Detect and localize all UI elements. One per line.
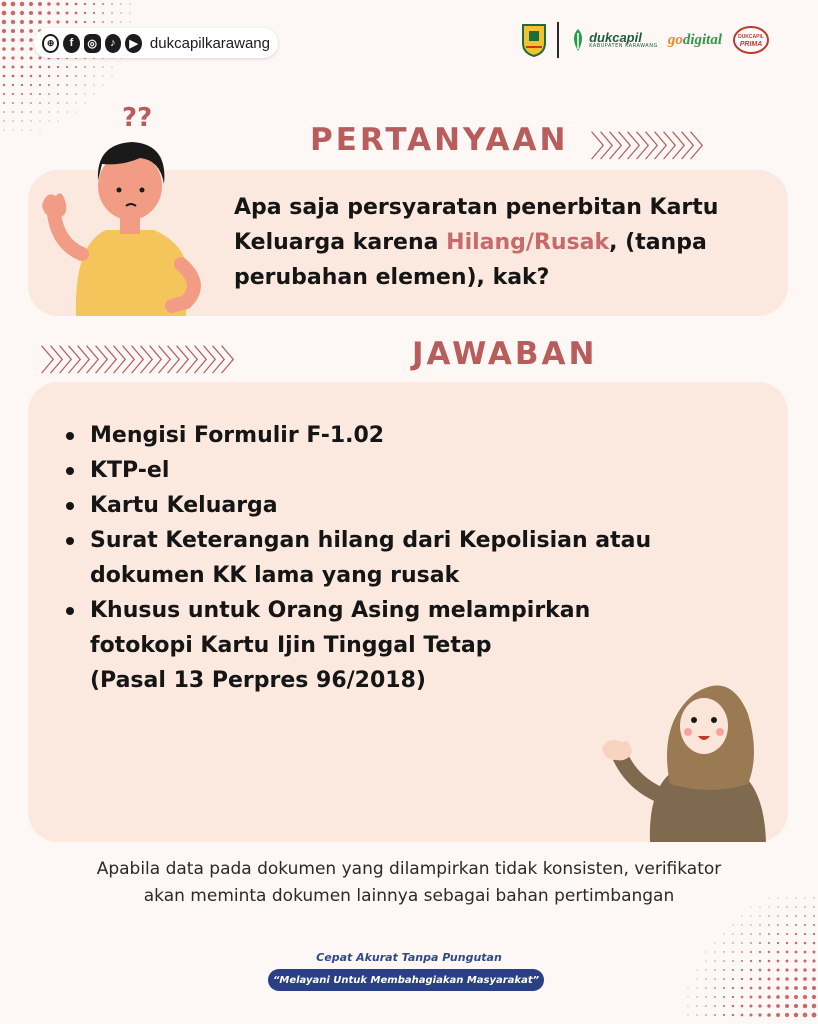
- halftone-dot: [741, 978, 743, 980]
- halftone-dot: [29, 11, 33, 15]
- halftone-dot: [57, 84, 59, 86]
- halftone-dot: [20, 47, 23, 50]
- halftone-dot: [84, 21, 86, 23]
- halftone-dot: [39, 66, 42, 69]
- partner-logos: [521, 20, 770, 60]
- halftone-dot: [803, 1004, 807, 1008]
- halftone-dot: [4, 130, 5, 131]
- halftone-dot: [804, 933, 806, 935]
- halftone-dot: [813, 915, 815, 917]
- halftone-dot: [57, 75, 59, 77]
- halftone-dot: [741, 924, 742, 925]
- dukcapil-logo: [569, 27, 658, 53]
- halftone-dot: [65, 2, 68, 5]
- halftone-dot: [29, 47, 32, 50]
- halftone-dot: [75, 84, 77, 86]
- godigital-logo: [668, 32, 722, 49]
- halftone-dot: [112, 76, 113, 77]
- halftone-dot: [785, 995, 789, 999]
- halftone-dot: [111, 3, 113, 5]
- halftone-dot: [688, 988, 689, 989]
- facebook-icon: f: [63, 34, 80, 53]
- halftone-dot: [111, 12, 113, 14]
- halftone-dot: [12, 93, 14, 95]
- halftone-dot: [103, 85, 104, 86]
- halftone-dot: [785, 1004, 789, 1008]
- halftone-dot: [759, 978, 762, 981]
- halftone-dot: [30, 102, 32, 104]
- tiktok-icon: ♪: [105, 34, 122, 53]
- halftone-dot: [803, 1013, 808, 1018]
- halftone-dot: [812, 986, 816, 990]
- footer-motto-badge: “Melayani Untuk Membahagiakan Masyarakat”: [268, 969, 544, 991]
- halftone-dot: [3, 93, 5, 95]
- halftone-dot: [714, 996, 716, 998]
- halftone-dot: [102, 66, 103, 67]
- godigital-go-text: go: [667, 31, 683, 48]
- halftone-dot: [21, 84, 23, 86]
- halftone-dot: [11, 11, 16, 16]
- halftone-dot: [767, 995, 770, 998]
- answer-heading: JAWABAN: [412, 336, 598, 372]
- halftone-dot: [813, 924, 815, 926]
- halftone-dot: [777, 915, 778, 916]
- halftone-dot: [11, 38, 15, 42]
- halftone-dot: [56, 11, 59, 14]
- list-item: [62, 488, 702, 523]
- logo-separator: [557, 22, 559, 58]
- halftone-dot: [803, 995, 807, 999]
- halftone-dot: [768, 933, 770, 935]
- halftone-dot: [714, 1014, 716, 1016]
- halftone-dot: [794, 995, 798, 999]
- halftone-dot: [750, 924, 751, 925]
- halftone-dot: [102, 12, 104, 14]
- halftone-dot: [21, 102, 23, 104]
- halftone-dot: [732, 1014, 734, 1016]
- halftone-dot: [785, 968, 788, 971]
- halftone-dot: [794, 1004, 798, 1008]
- halftone-dot: [812, 1004, 817, 1009]
- halftone-dot: [767, 977, 770, 980]
- halftone-dot: [48, 66, 51, 69]
- halftone-dot: [57, 66, 59, 68]
- halftone-dot: [20, 2, 24, 6]
- halftone-dot: [84, 12, 86, 14]
- list-item-line: fotokopi Kartu Ijin Tinggal Tetap: [90, 633, 492, 658]
- halftone-dot: [31, 130, 32, 131]
- halftone-dot: [2, 47, 6, 51]
- halftone-dot: [732, 1005, 734, 1007]
- halftone-dot: [812, 968, 815, 971]
- halftone-dot: [11, 29, 15, 33]
- halftone-dot: [2, 20, 6, 24]
- halftone-dot: [20, 38, 24, 42]
- halftone-dot: [29, 56, 32, 59]
- halftone-dot: [804, 915, 806, 917]
- halftone-dot: [759, 987, 762, 990]
- halftone-dot: [714, 969, 715, 970]
- halftone-dot: [84, 66, 86, 68]
- list-item: [62, 523, 702, 593]
- halftone-dot: [750, 978, 753, 981]
- halftone-dot: [741, 933, 742, 934]
- halftone-dot: [688, 1006, 689, 1007]
- halftone-dot: [48, 84, 50, 86]
- halftone-dot: [696, 987, 697, 988]
- halftone-dot: [732, 978, 734, 980]
- halftone-dot: [2, 29, 6, 33]
- halftone-dot: [795, 933, 797, 935]
- halftone-dot: [130, 22, 131, 23]
- halftone-dot: [812, 995, 816, 999]
- halftone-dot: [705, 1005, 707, 1007]
- halftone-dot: [12, 75, 15, 78]
- list-item-line: Surat Keterangan hilang dari Kepolisian atau: [90, 528, 652, 553]
- halftone-dot: [714, 987, 716, 989]
- halftone-dot: [786, 915, 788, 917]
- halftone-dot: [75, 21, 78, 24]
- halftone-dot: [3, 75, 6, 78]
- halftone-dot: [11, 56, 14, 59]
- svg-text:??: ??: [122, 103, 153, 133]
- halftone-dot: [29, 2, 33, 6]
- halftone-dot: [696, 1005, 697, 1006]
- halftone-dot: [777, 942, 779, 944]
- halftone-dot: [733, 925, 734, 926]
- halftone-dot: [93, 21, 95, 23]
- halftone-dot: [84, 84, 85, 85]
- halftone-dot: [696, 978, 697, 979]
- halftone-dot: [38, 20, 42, 24]
- halftone-dot: [21, 111, 23, 113]
- halftone-dot: [30, 120, 31, 121]
- halftone-dot: [12, 102, 14, 104]
- halftone-dot: [741, 996, 744, 999]
- halftone-dot: [777, 933, 779, 935]
- social-handle: dukcapilkarawang: [149, 34, 270, 52]
- halftone-dot: [777, 924, 779, 926]
- halftone-dot: [66, 12, 69, 15]
- requirements-list: [62, 418, 702, 698]
- halftone-dot: [39, 84, 41, 86]
- halftone-dot: [39, 75, 41, 77]
- halftone-dot: [21, 66, 24, 69]
- halftone-dot: [723, 1005, 725, 1007]
- halftone-dot: [11, 20, 15, 24]
- halftone-dot: [130, 4, 131, 5]
- halftone-dot: [93, 66, 94, 67]
- question-text: [234, 190, 754, 295]
- question-chevrons: 〉〉〉〉〉〉〉〉〉〉〉〉: [590, 130, 713, 165]
- halftone-dot: [732, 933, 733, 934]
- halftone-dot: [66, 84, 68, 86]
- halftone-dot: [723, 996, 725, 998]
- halftone-dot: [776, 1013, 780, 1017]
- halftone-dot: [93, 75, 94, 76]
- halftone-dot: [66, 75, 68, 77]
- halftone-dot: [75, 12, 78, 15]
- halftone-dot: [767, 986, 770, 989]
- halftone-dot: [812, 977, 816, 981]
- halftone-dot: [812, 1013, 817, 1018]
- halftone-dot: [768, 924, 770, 926]
- halftone-dot: [776, 977, 779, 980]
- halftone-dot: [758, 995, 761, 998]
- halftone-dot: [11, 47, 15, 51]
- halftone-dot: [84, 75, 86, 77]
- halftone-dot: [768, 969, 771, 972]
- halftone-dot: [804, 942, 807, 945]
- halftone-dot: [767, 1004, 771, 1008]
- youtube-icon: ▶: [125, 34, 142, 53]
- halftone-dot: [768, 915, 769, 916]
- halftone-dot: [93, 84, 94, 85]
- halftone-dot: [732, 987, 734, 989]
- halftone-dot: [30, 75, 33, 78]
- halftone-dot: [785, 986, 789, 990]
- list-item-line: dokumen KK lama yang rusak: [90, 563, 460, 588]
- halftone-dot: [786, 924, 788, 926]
- halftone-dot: [794, 986, 798, 990]
- halftone-dot: [12, 84, 14, 86]
- halftone-dot: [697, 970, 698, 971]
- halftone-dot: [795, 924, 797, 926]
- dukcapil-logo-subtext: KABUPATEN KARAWANG: [589, 43, 658, 49]
- halftone-dot: [741, 942, 743, 944]
- halftone-dot: [12, 66, 15, 69]
- halftone-dot: [20, 11, 24, 15]
- halftone-dot: [732, 996, 734, 998]
- halftone-dot: [732, 969, 734, 971]
- list-item-line: (Pasal 13 Perpres 96/2018): [90, 668, 426, 693]
- dukcapil-logo-text: dukcapil: [589, 30, 642, 45]
- halftone-dot: [102, 3, 104, 5]
- halftone-dot: [38, 11, 42, 15]
- hijab-officer-illustration: [598, 664, 774, 842]
- halftone-dot: [120, 3, 121, 4]
- halftone-dot: [75, 75, 77, 77]
- verification-note: [0, 856, 818, 910]
- halftone-dot: [732, 942, 733, 943]
- halftone-dot: [759, 933, 761, 935]
- halftone-dot: [21, 120, 22, 121]
- halftone-dot: [705, 987, 706, 988]
- halftone-dot: [56, 20, 59, 23]
- halftone-dot: [795, 915, 797, 917]
- list-item-line: Mengisi Formulir F-1.02: [90, 423, 385, 448]
- halftone-dot: [21, 93, 23, 95]
- halftone-dot: [705, 969, 706, 970]
- halftone-dot: [102, 21, 104, 23]
- halftone-dot: [20, 29, 24, 33]
- halftone-dot: [723, 1014, 725, 1016]
- social-media-bar: [34, 28, 278, 58]
- halftone-dot: [714, 1005, 716, 1007]
- halftone-dot: [742, 916, 743, 917]
- halftone-dot: [66, 66, 68, 68]
- answer-chevrons: 〉〉〉〉〉〉〉〉〉〉〉〉〉〉〉〉〉〉〉〉〉: [40, 344, 244, 379]
- halftone-dot: [29, 38, 33, 42]
- halftone-dot: [29, 29, 33, 33]
- halftone-dot: [12, 120, 13, 121]
- halftone-dot: [688, 1015, 689, 1016]
- halftone-dot: [75, 66, 77, 68]
- halftone-dot: [2, 11, 7, 16]
- halftone-dot: [803, 968, 806, 971]
- halftone-dot: [3, 111, 5, 113]
- halftone-dot: [38, 2, 42, 6]
- svg-text:PRIMA: PRIMA: [739, 41, 763, 48]
- list-item-line: Kartu Keluarga: [90, 493, 278, 518]
- halftone-dot: [29, 20, 33, 24]
- halftone-dot: [111, 21, 113, 23]
- halftone-dot: [776, 995, 780, 999]
- halftone-dot: [723, 969, 725, 971]
- halftone-dot: [750, 996, 753, 999]
- halftone-dot: [741, 987, 743, 989]
- halftone-dot: [705, 1014, 707, 1016]
- halftone-dot: [48, 75, 50, 77]
- halftone-dot: [22, 130, 23, 131]
- halftone-dot: [803, 986, 807, 990]
- halftone-dot: [30, 93, 32, 95]
- halftone-dot: [804, 924, 806, 926]
- halftone-dot: [741, 1005, 744, 1008]
- halftone-dot: [75, 3, 78, 6]
- halftone-dot: [2, 65, 5, 68]
- halftone-dot: [750, 933, 752, 935]
- halftone-dot: [13, 130, 14, 131]
- halftone-dot: [776, 968, 779, 971]
- halftone-dot: [715, 943, 716, 944]
- halftone-dot: [741, 1014, 744, 1017]
- halftone-dot: [750, 915, 751, 916]
- halftone-dot: [776, 986, 779, 989]
- halftone-dot: [12, 111, 14, 113]
- halftone-dot: [2, 56, 5, 59]
- halftone-dot: [749, 1013, 752, 1016]
- list-item-line: KTP-el: [90, 458, 170, 483]
- list-item: [62, 453, 702, 488]
- halftone-dot: [56, 2, 59, 5]
- halftone-dot: [794, 968, 797, 971]
- halftone-dot: [120, 12, 121, 13]
- halftone-dot: [813, 942, 816, 945]
- note-line-1: Apabila data pada dokumen yang dilampirkan tidak konsisten, verifikator: [96, 859, 722, 879]
- footer-tagline: Cepat Akurat Tanpa Pungutan: [316, 951, 502, 964]
- halftone-dot: [786, 933, 788, 935]
- halftone-dot: [813, 933, 815, 935]
- halftone-dot: [750, 942, 752, 944]
- dukcapil-prima-logo: [732, 25, 770, 55]
- halftone-dot: [705, 978, 706, 979]
- dukcapil-leaf-icon: [569, 27, 587, 53]
- halftone-dot: [47, 2, 51, 6]
- halftone-dot: [759, 924, 761, 926]
- globe-icon: ⊕: [42, 34, 59, 53]
- svg-text:DUKCAPIL: DUKCAPIL: [738, 34, 764, 40]
- halftone-dot: [2, 38, 6, 42]
- halftone-dot: [20, 20, 24, 24]
- instagram-icon: ◎: [84, 34, 101, 53]
- godigital-digital-text: digital: [682, 31, 722, 48]
- question-heading: PERTANYAAN: [310, 122, 569, 158]
- halftone-dot: [759, 969, 762, 972]
- halftone-dot: [39, 57, 42, 60]
- halftone-dot: [30, 111, 31, 112]
- halftone-dot: [47, 20, 50, 23]
- halftone-dot: [1, 1, 6, 6]
- halftone-dot: [3, 84, 5, 86]
- halftone-dot: [795, 942, 798, 945]
- halftone-dot: [776, 1004, 780, 1008]
- halftone-dot: [30, 84, 32, 86]
- halftone-dot: [724, 934, 725, 935]
- halftone-dot: [102, 75, 103, 76]
- halftone-dot: [93, 12, 95, 14]
- question-text-part2: , (tanpa perubahan elemen), kak?: [234, 230, 707, 290]
- halftone-dot: [768, 942, 770, 944]
- halftone-dot: [3, 102, 5, 104]
- halftone-dot: [803, 977, 807, 981]
- halftone-dot: [714, 978, 716, 980]
- halftone-dot: [696, 996, 697, 997]
- halftone-dot: [759, 915, 760, 916]
- confused-boy-illustration: [36, 94, 216, 316]
- halftone-dot: [786, 942, 788, 944]
- question-text-part1: Apa saja persyaratan penerbitan Kartu Keluarga karena: [234, 195, 719, 255]
- halftone-dot: [758, 1013, 761, 1016]
- halftone-dot: [688, 997, 689, 998]
- halftone-dot: [93, 3, 95, 5]
- halftone-dot: [741, 969, 743, 971]
- halftone-dot: [47, 11, 51, 15]
- halftone-dot: [696, 1014, 697, 1015]
- halftone-dot: [705, 996, 706, 997]
- halftone-dot: [794, 977, 798, 981]
- list-item: [62, 418, 702, 453]
- question-highlight: Hilang/Rusak: [446, 230, 610, 255]
- halftone-dot: [30, 66, 33, 69]
- halftone-dot: [11, 2, 16, 7]
- halftone-dot: [66, 21, 69, 24]
- halftone-dot: [20, 56, 23, 59]
- halftone-dot: [3, 120, 4, 121]
- halftone-dot: [785, 1013, 789, 1017]
- karawang-emblem-logo: [521, 23, 547, 57]
- halftone-dot: [767, 1013, 771, 1017]
- halftone-dot: [130, 13, 131, 14]
- halftone-dot: [723, 987, 725, 989]
- halftone-dot: [750, 969, 752, 971]
- halftone-dot: [750, 1005, 753, 1008]
- halftone-dot: [723, 942, 724, 943]
- halftone-dot: [759, 942, 761, 944]
- note-line-2: akan meminta dokumen lainnya sebagai bahan pertimbangan: [143, 886, 675, 906]
- halftone-dot: [21, 75, 24, 78]
- halftone-dot: [750, 987, 753, 990]
- halftone-dot: [785, 977, 788, 980]
- halftone-dot: [723, 978, 725, 980]
- halftone-dot: [120, 21, 121, 22]
- halftone-dot: [84, 3, 86, 5]
- list-item-line: Khusus untuk Orang Asing melampirkan: [90, 598, 591, 623]
- halftone-dot: [112, 67, 113, 68]
- halftone-dot: [794, 1013, 798, 1017]
- halftone-dot: [758, 1004, 761, 1007]
